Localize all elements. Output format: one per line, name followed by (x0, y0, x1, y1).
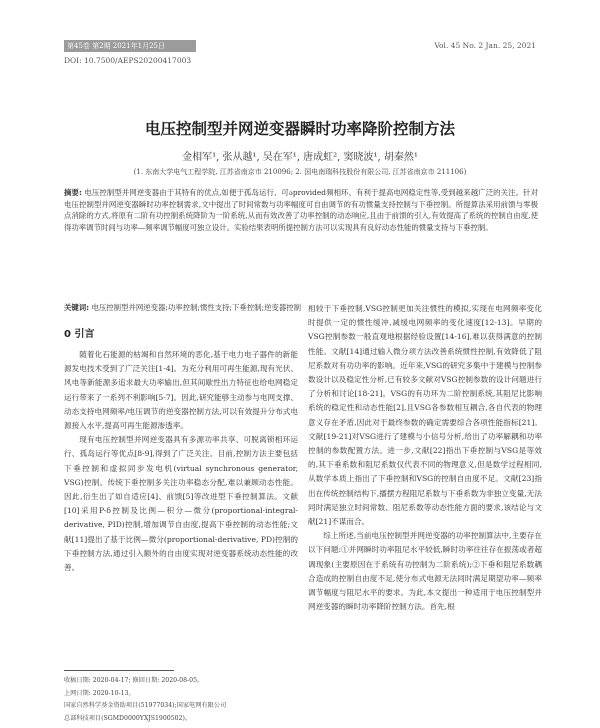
abstract-label: 摘要: (64, 188, 82, 197)
abstract-text: 电压控制型并网逆变器由于其特有的优点,如便于孤岛运行、可აprovided频相环、有利于提高电网稳定性等,受到越来越广泛的关注。针对电压控制型并网逆变器瞬时功率控制需求,文中提出了时间常数与功率幅度可自由调节的有功惯量支持控制与下垂控制。所提算法采用前馈与零极点消除的方式,将原有二阶有功控制系统降阶为一阶系统,从而有效改善了功率控制的动态响应,且由于前馈的引入,有效提高了系统的控制自由度,使得功率调节时间与功率—频率调节幅度可独立设计。实验结果表明所提控制方法可以实现具有良好动态性能的惯量支持与下垂控制。 (64, 188, 538, 232)
footnote-fund-1: 国家自然科学基金资助项目(51977034);国家电网有限公司 (64, 702, 227, 709)
keywords-label: 关键词: (64, 303, 90, 312)
abstract (64, 187, 538, 233)
footnotes (64, 675, 304, 725)
doi: DOI: 10.7500/AEPS20200417003 (64, 56, 192, 65)
intro-paragraph-4: 综上所述,当前电压控制型并网逆变器的功率控制算法中,主要存在以下问题:①并网瞬时功率阻尼水平较低,瞬时功率往往存在振荡或者超调现象(主要原因在于系统有功控制为二阶系统);②下垂和阻尼系数耦合造成的控制自由度不足,使分布式电源无法同时满足期望功率—频率调节幅度与阻尼水平的要求。为此,本文提出一种适用于电压控制型并网逆变器的瞬时功率降阶控制方法。首先,根 (308, 531, 542, 612)
intro-paragraph-3: 相较于下垂控制,VSG控制更加关注惯性的模拟,实现在电网频率变化时提供一定的惯性缓冲,减缓电网频率的变化速度[12-13]。早期的VSG控制参数一般直观地根据经验设置[14-16],难以获得满意的控制性能。文献[14]通过输入微分项方法改善系统惯性控制,有效降低了阻尼系数对有功功率的影响。近年来,VSG的研究多集中于建模与控制参数设计以及稳定性分析,已有较多文献对VSG控制参数的设计问题进行了分析和讨论[18-21]。VSG的有功环为二阶控制系统,其阻尼比影响系统的稳定性和动态性能[2],且VSG各参数相互耦合,各自代表的物理意义存在矛盾,因此对于最终参数的确定需要综合各项性能指标[21]。文献[19-21]对VSG进行了建模与小信号分析,给出了功率解耦和功率控制的参数配置方法。进一步,文献[22]指出下垂控制与VSG是等效的,其下垂系数和阻尼系数仅代表不同的物理意义,但是数学过程相同,从数学本质上指出了下垂控制和VSG的控制自由度不足。文献[23]指出在传统控制结构下,播摆方程阻尼系数与下垂系数为非独立变量,无法同时满足独立时间常数、阻尼系数等动态性能方面的要求,该结论与文献[21]不谋而合。 (308, 304, 542, 527)
journal-header (0, 40, 600, 52)
left-column (64, 328, 298, 575)
footnote-received: 收稿日期: 2020-04-17; 修回日期: 2020-08-05。 (64, 677, 204, 684)
issue-label-en: Vol. 45 No. 2 Jan. 25, 2021 (434, 41, 536, 50)
section-heading-intro: 0 引言 (64, 329, 95, 340)
author-list: 金相军¹, 张从越¹, 吴在军¹, 唐成虹², 窦晓波¹, 胡秦然¹ (182, 152, 418, 163)
footnote-online: 上网日期: 2020-10-13。 (64, 689, 135, 697)
footnote-divider (64, 670, 174, 671)
issue-label: 第45卷 第2期 2021年1月25日 (67, 42, 165, 50)
right-column (308, 302, 542, 614)
intro-paragraph-1: 随着化石能源的枯竭和自然环境的恶化,基于电力电子器件的新能源发电技术受到了广泛关注[1-4]。为充分利用可再生能源,现有光伏、风电等新能源多追求最大功率输出,但其间歇性出力特征也给电网稳定运行带来了一系列不利影响[5-7]。因此,研究能够主动参与电网支撑、动态支持电网频率/电压调节的逆变器控制方法,可以有效提升分布式电源接入水平,提高可再生能源渗透率。 (64, 350, 298, 431)
affiliations: (1. 东南大学电气工程学院, 江苏省南京市 210096; 2. 国电南瑞科技股份有限公司, 江苏省南京市 211106) (133, 168, 467, 176)
keywords-text: 电压控制型并网逆变器;功率控制;惯性支持;下垂控制;逆变器控制 (91, 303, 302, 312)
intro-paragraph-2: 现有电压控制型并网逆变器具有多源功率共享、可脱离锁相环运行、孤岛运行等优点[8-9],得到了广泛关注。目前,控制方法主要包括下垂控制和虚拟同步发电机(virtual synchronous generator, VSG)控制。传统下垂控制多关注功率稳态分配,难以兼顾动态性能。因此,衍生出了如自适应[4]、前馈[5]等改进型下垂控制算法。文献[10]采用P-δ控制及比例—积分—微分(proportional-integral-derivative, PID)控制,增加调节自由度,提高下垂控制的动态性能;文献[11]提出了基于比例—微分(proportional-derivative, PD)控制的下垂控制方法,通过引入额外的自由度实现对逆变器系统动态性能的改善。 (64, 435, 298, 573)
footnote-fund-2: 总部科技项目(SGMD0000YXJS1900502)。 (64, 714, 192, 722)
paper-title: 电压控制型并网逆变器瞬时功率降阶控制方法 (144, 120, 455, 138)
